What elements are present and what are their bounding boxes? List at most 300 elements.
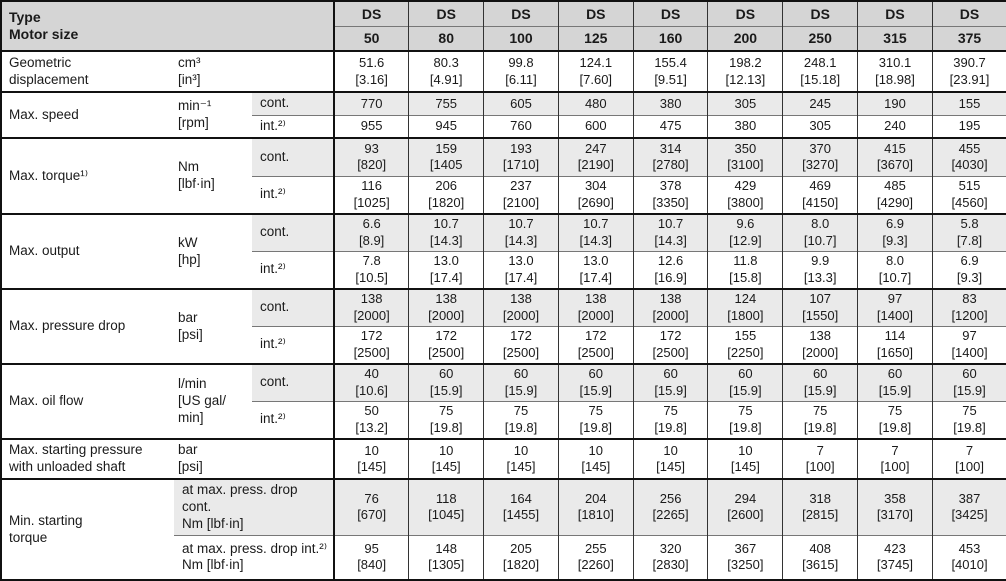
value-cell bbox=[858, 251, 933, 289]
unit-line: [psi] bbox=[178, 326, 203, 342]
value-line: [1710] bbox=[502, 157, 540, 173]
value-cell bbox=[409, 51, 484, 92]
value-line: 320 bbox=[659, 540, 682, 556]
value-cell bbox=[558, 439, 633, 479]
value-line: [19.8] bbox=[953, 419, 986, 435]
value-line: 358 bbox=[884, 490, 906, 506]
qualifier-line: at max. press. drop bbox=[182, 482, 298, 497]
value-line: [670] bbox=[357, 507, 387, 523]
value-cell bbox=[708, 176, 783, 214]
value-line: 195 bbox=[958, 118, 981, 133]
value-cell bbox=[932, 251, 1006, 289]
value-line: 6.9 bbox=[885, 216, 905, 232]
value-line: 247 bbox=[584, 140, 607, 156]
column-header-series-200: DS bbox=[708, 1, 783, 26]
value-line: 455 bbox=[958, 140, 981, 156]
value-cell bbox=[334, 326, 409, 364]
value-line: 13.0 bbox=[583, 253, 609, 269]
value-line: [1305] bbox=[428, 557, 465, 573]
value-line: [840] bbox=[357, 557, 387, 573]
value-line: 318 bbox=[809, 490, 832, 506]
value-line: [8.9] bbox=[359, 232, 385, 248]
value-line: 515 bbox=[958, 178, 981, 194]
value-line: 93 bbox=[364, 140, 379, 156]
row-units-max-starting-pressure bbox=[174, 439, 334, 479]
value-cell bbox=[558, 115, 633, 138]
value-cell bbox=[334, 439, 409, 479]
column-header-series-100: DS bbox=[484, 1, 559, 26]
value-line: 9.6 bbox=[736, 216, 755, 232]
value-cell bbox=[484, 251, 559, 289]
column-header-size-200: 200 bbox=[708, 26, 783, 51]
table-row-max-pressure-drop-cont bbox=[1, 289, 1006, 326]
value-cell bbox=[783, 138, 858, 176]
value-line: 198.2 bbox=[729, 55, 762, 70]
value-line: 80.3 bbox=[433, 55, 459, 70]
value-line: [4290] bbox=[876, 194, 914, 210]
column-header-size-50: 50 bbox=[334, 26, 409, 51]
value-cell bbox=[558, 289, 633, 326]
value-line: 138 bbox=[809, 328, 832, 344]
value-cell bbox=[708, 439, 783, 479]
value-line: 116 bbox=[361, 178, 383, 194]
value-line: 75 bbox=[438, 403, 454, 419]
value-cell bbox=[783, 535, 858, 580]
corner-type-label: Type bbox=[9, 8, 41, 25]
column-header-series-80: DS bbox=[409, 1, 484, 26]
qualifier-line: int.²⁾ bbox=[260, 261, 286, 277]
table-row-min-starting-torque-cont bbox=[1, 479, 1006, 535]
value-line: 13.0 bbox=[433, 253, 459, 269]
value-line: [23.91] bbox=[949, 71, 990, 87]
value-line: 770 bbox=[360, 95, 383, 111]
value-line: 107 bbox=[809, 291, 832, 307]
value-line: [19.8] bbox=[803, 419, 837, 435]
value-line: [3270] bbox=[802, 157, 839, 173]
value-line: 6.6 bbox=[362, 216, 381, 232]
value-cell bbox=[334, 251, 409, 289]
value-line: [145] bbox=[581, 459, 611, 474]
value-line: [15.9] bbox=[504, 382, 538, 398]
value-line: 367 bbox=[734, 540, 757, 556]
row-qualifier-min-starting-torque-cont bbox=[174, 479, 334, 535]
row-units-max-output bbox=[174, 214, 252, 289]
value-cell bbox=[484, 289, 559, 326]
value-line: 605 bbox=[510, 95, 532, 111]
value-cell bbox=[932, 214, 1006, 251]
label-line: displacement bbox=[9, 71, 89, 87]
value-line: [18.98] bbox=[875, 71, 915, 87]
value-line: [2260] bbox=[577, 557, 614, 573]
value-line: [2500] bbox=[577, 344, 614, 360]
row-label-max-output bbox=[1, 214, 174, 289]
value-line: [17.4] bbox=[429, 269, 463, 285]
value-line: [145] bbox=[506, 459, 536, 474]
value-cell bbox=[558, 176, 633, 214]
value-cell bbox=[409, 439, 484, 479]
value-line: 240 bbox=[884, 118, 906, 133]
table-row-max-output-cont bbox=[1, 214, 1006, 251]
value-line: 7.8 bbox=[362, 253, 381, 269]
value-line: [10.5] bbox=[355, 269, 388, 285]
value-cell bbox=[858, 479, 933, 535]
row-label-max-speed bbox=[1, 92, 174, 138]
value-line: [2265] bbox=[652, 507, 689, 523]
value-cell bbox=[558, 364, 633, 401]
value-line: 245 bbox=[809, 95, 832, 111]
column-header-size-100: 100 bbox=[484, 26, 559, 51]
value-line: [145] bbox=[431, 459, 461, 474]
value-line: 415 bbox=[884, 140, 906, 156]
value-line: 155 bbox=[958, 95, 981, 111]
value-cell bbox=[484, 176, 559, 214]
value-cell bbox=[484, 92, 559, 115]
value-line: 76 bbox=[364, 490, 379, 506]
column-header-series-160: DS bbox=[633, 1, 708, 26]
value-line: 475 bbox=[659, 118, 682, 133]
label-line: torque bbox=[9, 529, 48, 545]
value-cell bbox=[708, 326, 783, 364]
value-cell bbox=[484, 138, 559, 176]
value-line: [100] bbox=[880, 459, 910, 474]
value-line: [2190] bbox=[577, 157, 614, 173]
row-units-max-oil-flow bbox=[174, 364, 252, 439]
value-cell bbox=[334, 289, 409, 326]
label-line: Min. starting bbox=[9, 512, 83, 528]
value-line: [12.9] bbox=[729, 232, 762, 248]
value-line: 172 bbox=[584, 328, 607, 344]
value-line: 172 bbox=[510, 328, 532, 344]
value-line: 237 bbox=[510, 178, 532, 194]
value-line: [3170] bbox=[876, 507, 914, 523]
column-header-series-125: DS bbox=[558, 1, 633, 26]
table-row-max-oil-flow-cont bbox=[1, 364, 1006, 401]
value-cell bbox=[633, 251, 708, 289]
value-line: [3425] bbox=[951, 507, 988, 523]
value-line: 755 bbox=[435, 95, 458, 111]
value-line: [16.9] bbox=[654, 269, 687, 285]
value-line: [3250] bbox=[727, 557, 764, 573]
unit-line: bar bbox=[178, 442, 198, 458]
value-line: 95 bbox=[364, 540, 379, 556]
row-label-max-oil-flow bbox=[1, 364, 174, 439]
value-line: [1400] bbox=[951, 344, 988, 360]
column-header-size-375: 375 bbox=[932, 26, 1006, 51]
value-line: [9.3] bbox=[882, 232, 908, 248]
value-line: [7.8] bbox=[956, 232, 983, 248]
value-cell bbox=[334, 92, 409, 115]
value-line: [15.9] bbox=[953, 382, 986, 398]
table-row-max-torque-cont bbox=[1, 138, 1006, 176]
value-cell bbox=[633, 92, 708, 115]
unit-line: bar bbox=[178, 309, 198, 325]
row-label-max-starting-pressure bbox=[1, 439, 174, 479]
row-qualifier-max-torque-cont bbox=[252, 138, 334, 176]
value-line: [1800] bbox=[727, 307, 764, 323]
value-line: 380 bbox=[734, 118, 757, 133]
value-line: 10.7 bbox=[433, 216, 459, 232]
value-line: [145] bbox=[730, 459, 760, 474]
value-line: [19.8] bbox=[729, 419, 762, 435]
value-cell bbox=[409, 289, 484, 326]
label-line: Max. speed bbox=[9, 106, 79, 122]
label-line: Geometric bbox=[9, 54, 72, 70]
label-line: Max. torque¹⁾ bbox=[9, 167, 89, 183]
value-line: [19.8] bbox=[579, 419, 613, 435]
value-line: 370 bbox=[809, 140, 832, 156]
value-line: [17.4] bbox=[579, 269, 613, 285]
value-line: [2000] bbox=[652, 307, 689, 323]
value-line: 99.8 bbox=[508, 55, 534, 70]
value-line: [13.3] bbox=[803, 269, 837, 285]
value-line: 75 bbox=[887, 403, 903, 419]
qualifier-line: cont. bbox=[260, 299, 290, 315]
value-line: [2000] bbox=[428, 307, 465, 323]
corner-motor-size-label: Motor size bbox=[9, 26, 79, 42]
value-cell bbox=[409, 535, 484, 580]
value-line: [3745] bbox=[876, 557, 914, 573]
unit-line: [hp] bbox=[178, 251, 201, 267]
value-line: 138 bbox=[584, 291, 607, 307]
value-cell bbox=[633, 535, 708, 580]
qualifier-line: Nm [lbf·in] bbox=[182, 557, 244, 573]
value-cell bbox=[334, 535, 409, 580]
unit-line: [lbf·in] bbox=[178, 176, 215, 191]
value-line: [14.3] bbox=[579, 232, 613, 248]
value-line: [100] bbox=[955, 459, 984, 474]
row-units-max-speed bbox=[174, 92, 252, 138]
value-cell bbox=[558, 214, 633, 251]
value-line: 469 bbox=[809, 178, 832, 194]
value-line: [4150] bbox=[802, 194, 839, 210]
column-header-series-375: DS bbox=[932, 1, 1006, 26]
value-line: 955 bbox=[360, 118, 383, 133]
value-cell bbox=[484, 214, 559, 251]
value-line: [15.18] bbox=[800, 71, 841, 87]
value-cell bbox=[409, 364, 484, 401]
value-line: [15.9] bbox=[654, 382, 687, 398]
value-cell bbox=[334, 176, 409, 214]
value-cell bbox=[932, 326, 1006, 364]
value-line: 12.6 bbox=[657, 253, 684, 269]
value-line: 75 bbox=[588, 403, 604, 419]
value-line: 138 bbox=[510, 291, 532, 307]
value-cell bbox=[783, 251, 858, 289]
value-cell bbox=[932, 176, 1006, 214]
value-cell bbox=[708, 214, 783, 251]
value-cell bbox=[484, 535, 559, 580]
value-line: [2815] bbox=[802, 507, 839, 523]
column-header-series-315: DS bbox=[858, 1, 933, 26]
label-line: Max. pressure drop bbox=[9, 318, 126, 334]
value-line: 60 bbox=[812, 366, 828, 382]
row-qualifier-max-output-int bbox=[252, 251, 334, 289]
value-cell bbox=[858, 115, 933, 138]
unit-line: [rpm] bbox=[178, 115, 209, 130]
value-line: 60 bbox=[663, 366, 678, 382]
row-label-geometric-displacement bbox=[1, 51, 174, 92]
value-line: 429 bbox=[734, 178, 757, 194]
value-cell bbox=[783, 364, 858, 401]
value-cell bbox=[409, 176, 484, 214]
value-cell bbox=[708, 401, 783, 439]
value-line: 480 bbox=[584, 95, 607, 111]
value-cell bbox=[932, 439, 1006, 479]
value-line: 256 bbox=[659, 490, 682, 506]
value-line: 75 bbox=[513, 403, 529, 419]
value-cell bbox=[484, 479, 559, 535]
value-line: [2830] bbox=[652, 557, 689, 573]
qualifier-line: int.²⁾ bbox=[260, 117, 286, 133]
value-cell bbox=[409, 251, 484, 289]
value-line: [19.8] bbox=[654, 419, 687, 435]
value-cell bbox=[932, 479, 1006, 535]
value-line: [2000] bbox=[802, 344, 839, 360]
value-line: [2000] bbox=[502, 307, 540, 323]
qualifier-line: cont. bbox=[260, 95, 290, 111]
unit-line: [US gal/ bbox=[178, 393, 227, 409]
qualifier-line: int.²⁾ bbox=[260, 186, 286, 202]
value-cell bbox=[558, 326, 633, 364]
value-line: [3.16] bbox=[355, 71, 388, 87]
value-cell bbox=[858, 214, 933, 251]
value-cell bbox=[558, 401, 633, 439]
value-line: [3800] bbox=[727, 194, 764, 210]
label-line: Max. starting pressure bbox=[9, 442, 143, 458]
value-line: 13.0 bbox=[508, 253, 534, 269]
value-line: 204 bbox=[584, 490, 607, 506]
value-line: 155.4 bbox=[654, 55, 687, 70]
row-units-max-torque bbox=[174, 138, 252, 214]
value-cell bbox=[633, 364, 708, 401]
value-line: [2780] bbox=[652, 157, 689, 173]
unit-line: min⁻¹ bbox=[178, 98, 212, 114]
value-line: 945 bbox=[435, 118, 458, 133]
value-line: [9.51] bbox=[654, 71, 687, 87]
value-line: 75 bbox=[812, 403, 828, 419]
value-line: 75 bbox=[738, 403, 753, 419]
unit-line: l/min bbox=[178, 376, 207, 392]
value-line: 10 bbox=[438, 442, 454, 458]
value-line: [10.7] bbox=[878, 269, 912, 285]
value-cell bbox=[633, 326, 708, 364]
value-cell bbox=[633, 51, 708, 92]
value-cell bbox=[484, 401, 559, 439]
value-line: [1650] bbox=[876, 344, 914, 360]
value-line: [1550] bbox=[802, 307, 839, 323]
value-cell bbox=[484, 51, 559, 92]
value-line: 305 bbox=[734, 95, 757, 111]
value-line: 124 bbox=[734, 291, 757, 307]
value-line: 408 bbox=[809, 540, 832, 556]
value-cell bbox=[708, 479, 783, 535]
value-cell bbox=[858, 326, 933, 364]
value-line: [13.2] bbox=[355, 419, 388, 435]
value-line: [15.9] bbox=[729, 382, 762, 398]
column-header-size-315: 315 bbox=[858, 26, 933, 51]
label-line: Max. output bbox=[9, 243, 80, 259]
row-qualifier-max-speed-cont bbox=[252, 92, 334, 115]
row-qualifier-max-speed-int bbox=[252, 115, 334, 138]
value-line: 8.0 bbox=[885, 253, 905, 269]
value-line: 138 bbox=[659, 291, 682, 307]
value-cell bbox=[783, 115, 858, 138]
value-cell bbox=[558, 92, 633, 115]
value-cell bbox=[858, 439, 933, 479]
value-line: [1810] bbox=[577, 507, 614, 523]
table-corner-header bbox=[1, 1, 334, 51]
value-cell bbox=[409, 115, 484, 138]
value-cell bbox=[708, 535, 783, 580]
value-line: 60 bbox=[887, 366, 903, 382]
value-line: 172 bbox=[435, 328, 458, 344]
value-line: [820] bbox=[357, 157, 387, 173]
column-header-series-50: DS bbox=[334, 1, 409, 26]
value-line: 390.7 bbox=[953, 55, 986, 70]
value-cell bbox=[409, 326, 484, 364]
value-line: 294 bbox=[734, 490, 757, 506]
value-cell bbox=[858, 401, 933, 439]
value-line: 7 bbox=[965, 442, 974, 458]
value-line: 60 bbox=[438, 366, 454, 382]
value-line: [2690] bbox=[577, 194, 614, 210]
row-qualifier-max-torque-int bbox=[252, 176, 334, 214]
value-line: 600 bbox=[584, 118, 607, 133]
value-line: 159 bbox=[435, 140, 458, 156]
column-header-size-160: 160 bbox=[633, 26, 708, 51]
value-line: [15.9] bbox=[579, 382, 613, 398]
value-line: 155 bbox=[734, 328, 757, 344]
value-cell bbox=[633, 401, 708, 439]
value-line: 164 bbox=[510, 490, 532, 506]
value-line: [145] bbox=[357, 459, 387, 474]
value-cell bbox=[558, 251, 633, 289]
value-line: 10 bbox=[738, 442, 753, 458]
value-line: [4560] bbox=[951, 194, 988, 210]
value-line: [2600] bbox=[727, 507, 764, 523]
value-line: 138 bbox=[435, 291, 458, 307]
value-line: [2250] bbox=[727, 344, 764, 360]
value-line: [2000] bbox=[577, 307, 614, 323]
value-line: 50 bbox=[364, 403, 379, 419]
value-line: [3615] bbox=[802, 557, 839, 573]
value-line: [100] bbox=[805, 459, 835, 474]
value-line: [14.3] bbox=[654, 232, 687, 248]
value-cell bbox=[334, 479, 409, 535]
value-line: [3100] bbox=[727, 157, 764, 173]
value-line: [9.3] bbox=[956, 269, 983, 285]
value-line: 314 bbox=[659, 140, 682, 156]
value-line: [2500] bbox=[652, 344, 689, 360]
value-cell bbox=[858, 364, 933, 401]
value-cell bbox=[708, 289, 783, 326]
value-cell bbox=[932, 289, 1006, 326]
row-qualifier-max-oil-flow-cont bbox=[252, 364, 334, 401]
value-line: 10 bbox=[364, 442, 379, 458]
value-line: [1820] bbox=[502, 557, 540, 573]
value-cell bbox=[708, 364, 783, 401]
value-cell bbox=[932, 115, 1006, 138]
row-label-min-starting-torque bbox=[1, 479, 174, 580]
value-cell bbox=[708, 51, 783, 92]
value-line: 114 bbox=[884, 328, 906, 344]
value-line: [14.3] bbox=[504, 232, 538, 248]
value-line: [2500] bbox=[502, 344, 540, 360]
value-cell bbox=[409, 401, 484, 439]
label-line: with unloaded shaft bbox=[9, 459, 126, 474]
value-line: 148 bbox=[435, 540, 458, 556]
value-line: 10 bbox=[663, 442, 678, 458]
